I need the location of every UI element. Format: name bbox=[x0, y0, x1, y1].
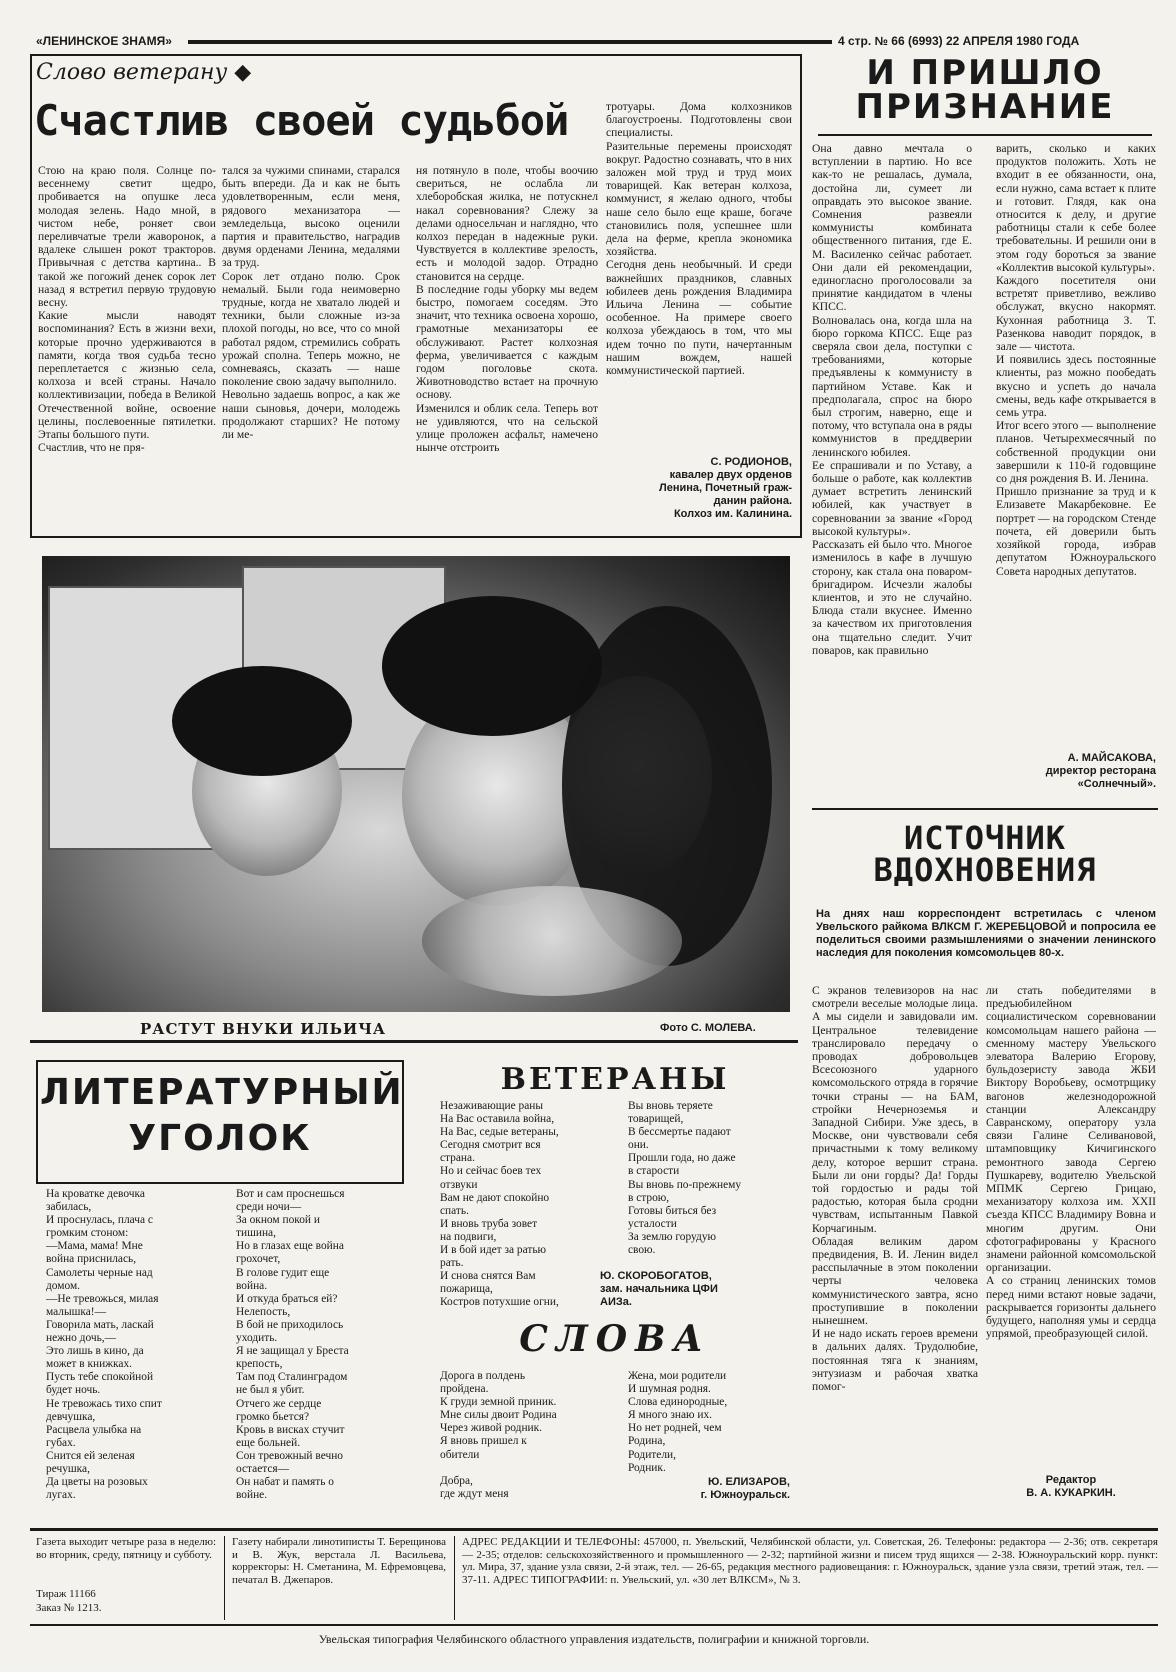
article-recognition-col1: Она давно мечтала о вступлении в партию. Но все как-то не решалась, думала, достойна ли, сумеет ли оправдать это высокое звание. Сомнения развеяли коммунисты комбината общественного питания, где Е. М. Василенко сейчас работает. Они дали ей рекомендации, единогласно проголосовали за принятие кандидатом в члены КПСС. Волновалась она, когда шла на бюро горкома КПСС. Еще раз сверяла свои дела, поступки с требованиями, которые предъявлены к коммунисту в партийном Уставе. Как и предполагала, спрос на бюро был строгим, наверно, еще и потому, что вступала она в ряды коммунистов в преддверии ленинского юбилея. Ее спрашивали и по Уставу, а больше о работе, как коллектив думает встретить ленинский юбилей, как участвует в соревновании за звание «Город высокой культуры». Рассказать ей было что. Многое изменилось в кафе в лучшую сторону, как стала она поваром-бригадиром. Исчезли жалобы клиентов, и это не случайно. Блюда стали вкуснее. Именно за качеством их приготовления она тщательно следит. Учит поваров, как правильно bbox=[812, 142, 972, 657]
lit-top-rule bbox=[30, 1040, 798, 1043]
article-inspiration-title: ИСТОЧНИК ВДОХНОВЕНИЯ bbox=[873, 819, 1097, 889]
paper-name: «ЛЕНИНСКОЕ ЗНАМЯ» bbox=[36, 34, 172, 48]
lit-poem-col1: На кроватке девочка забилась, И проснулась, плача с громким стоном: —Мама, мама! Мне война приснилась, Самолеты черные над домом. —Не тревожься, милая малышка!— Говорила мать, ласкай нежно дочь,— Это лишь в кино, да может в книжках. Пусть тебе спокойной будет ночь. Не тревожась тихо спит девчушка, Расцвела улыбка на губах. Снится ей зеленая речушка, Да цветы на розовых лугах. bbox=[46, 1188, 162, 1502]
slova-col1: Дорога в полдень пройдена. К груди земной приник. Мне силы двоит Родина Через живой родник. Я вновь пришел к обители Добра, где ждут меня bbox=[440, 1370, 557, 1500]
footer-divider-1 bbox=[224, 1536, 225, 1620]
footer-address: АДРЕС РЕДАКЦИИ И ТЕЛЕФОНЫ: 457000, п. Увельский, Челябинской области, ул. Советская, 26. Телефоны: редактора — 2-36; отв. секретаря — 2-35; отделов: сельскохозяйственного и промышленного — 2-32; партийной жизни и писем труд ящихся — 2-38. Южноуральский корр. пункт: ул. Мира, 37, здание узла связи, 2-й этаж, тел. — 26-65, редакция местного радиовещания: г. Южноуральск, здание узла связи, третий этаж, тел. — 37-11. АДРЕС ТИПОГРАФИИ: п. Увельский, ул. «30 лет ВЛКСМ», № 3. bbox=[462, 1536, 1158, 1586]
masthead-rule bbox=[188, 40, 832, 44]
photo-hands bbox=[422, 886, 682, 996]
footer-typesetters: Газету набирали линотиписты Т. Берещинова и В. Жук, верстала Л. Васильева, корректоры: Н. Сметанина, М. Ефремовцева, печатал В. Джепаров. bbox=[232, 1536, 446, 1586]
article-inspiration-col2: ли стать победителями в предъюбилейном социалистическом соревновании комсомольцам нашего района — сменному мастеру Увельского элеватора Валерию Егорову, бульдозеристу завода ЖБИ Виктору Воробьеву, осмотрщику вагонов железнодорожной станции Александру Савранскому, оператору узла связи Галине Селивановой, штамповщику Кичигинского ремонтного завода Сергею Пушкареву, водителю Увельской МПМК Сергею Грицаю, механизатору колхоза им. XXII съезда КПСС Владимиру Вовна и многим другим. Они сфотографированы у Красного знамени районной комсомольской организации. А со страниц ленинских томов перед ними встают новые задачи, раскрывается горизонты дальнего будущего, наполняя умы и сердца упрямой, преобразующей силой. bbox=[986, 984, 1156, 1341]
article-veteran-col4: тротуары. Дома колхозников благоустроены. Подготовлены свои специалисты. Разительные перемены происходят вокруг. Радостно сознавать, что в них заложен мой труд и труд моих товарищей. Как ветеран колхоза, коммунист, я желаю одного, чтобы наше село было еще краше, богаче становились поля, успешнее шли дела на ферме, крепла экономика хозяйства. Сегодня день необычный. И среди важнейших праздников, славных юбилеев день рождения Владимира Ильича Ленина — событие особенное. На примере своего колхоза убеждаюсь в том, что мы идем точно по пути, начертанным нашим вождем, нашей коммунистической партией. bbox=[606, 100, 792, 378]
article-inspiration-col1: С экранов телевизоров на нас смотрели веселые молодые лица. А мы сидели и завидовали им. Центральное телевидение транслировало передачу о проводах добровольцев Всесоюзного ударного комсомольского отряда в горячие точки страны — на БАМ, стройки Нечерноземья и Западной Сибири. Уже здесь, в Москве, они чувствовали себя причастными к тому великому делу, которое вершит страна. Были ли они горды? Да! Горды той гордостью и рады той радостью, которая была сродни чувствам, испытанным Павкой Корчагиным. Обладая великим даром предвидения, В. И. Ленин видел расспылачные в этом поколении черты человека коммунистического завтра, ясно проступившие в поколении нынешнем. И не надо искать героев времени в дальних далях. Трудолюбие, постоянная тяга к знаниям, энтузиазм и рабочая хватка помог- bbox=[812, 984, 978, 1394]
veterans-col2: Вы вновь теряете товарищей, В бессмертье падают они. Прошли года, но даже в старости Вы вновь по-прежнему в строю, Готовы биться без усталости За землю горудую свою. bbox=[628, 1100, 742, 1257]
article-recognition-signature: А. МАЙСАКОВА, директор ресторана «Солнечный». bbox=[1045, 752, 1156, 790]
veterans-title: ВЕТЕРАНЫ bbox=[500, 1062, 730, 1097]
photo-credit: Фото С. МОЛЕВА. bbox=[660, 1022, 756, 1034]
footer-order: Заказ № 1213. bbox=[36, 1602, 102, 1614]
photo-children bbox=[42, 556, 790, 1012]
veterans-signature: Ю. СКОРОБОГАТОВ, зам. начальника ЦФИ АИЗа. bbox=[600, 1270, 718, 1308]
article-veteran-col1: Стою на краю поля. Солнце по-весеннему светит щедро, пробивается на опушке леса молодая зелень. Надо мной, в чистом небе, роняет свои переливчатые трели жаворонок, а вдалеке слышен рокот тракторов. Привычная с детства картина.. В такой же погожий денек сорок лет назад я встретил первую трудовую весну. Какие мысли наводят воспоминания? Есть в жизни вехи, которые прочно удерживаются в памяти, когда твоя судьба тесно переплетается с жизнью села, колхоза и всей страны. Начало коллективизации, победа в Великой Отечественной войне, освоение целины, послевоенные пятилетки. Этапы большого пути. Счастлив, что не пря- bbox=[38, 164, 216, 455]
footer-rule bbox=[30, 1528, 1158, 1531]
article-veteran-col3: ня потянуло в поле, чтобы воочию свериться, не ослабла ли хлеборобская жилка, не потускнел накал соревнования? Слежу за делами односельчан и наглядно, что колхоз передан в надежные руки. Чувствуется в коллективе зрелость, есть и молодой задор. Отрадно становится на сердце. В последние годы уборку мы ведем быстро, помогаем соседям. Это значит, что техника освоена хорошо, грамотные механизаторы ее обслуживают. Растет колхозная ферма, увеличивается с каждым годом поголовье скота. Животноводство встает на прочную основу. Изменился и облик села. Теперь вот не удивляются, что на сельской улице проложен асфальт, намечено нынче отстроить bbox=[416, 164, 598, 455]
article-inspiration-editor: Редактор В. А. КУКАРКИН. bbox=[1026, 1474, 1116, 1499]
article-veteran-col2: тался за чужими спинами, старался быть впереди. Да и как не быть удовлетворенным, если меня, рядового механизатора — земледельца, высоко оценили партия и правительство, наградив двумя орденами Ленина, медалями за труд. Сорок лет отдано полю. Срок немалый. Были года неимоверно трудные, когда не хватало людей и техники, были сложные из-за плохой погоды, но все, что со мной работал рядом, стремились собрать урожай сполна. Теперь можно, не сомневаясь, сказать — наше поколение свою задачу выполнило. Невольно задаешь вопрос, а как же наши сыновья, дочери, молодежь продолжают старших? Не потому ли ме- bbox=[222, 164, 400, 442]
article-recognition-rule bbox=[818, 134, 1152, 136]
footer-frequency: Газета выходит четыре раза в неделю: во вторник, среду, пятницу и субботу. bbox=[36, 1536, 216, 1561]
article-recognition-col2: варить, сколько и каких продуктов положить. Хоть не входит в ее обязанности, она, если нужно, сама встает к плите и готовит. Глядя, как она относится к делу, и другие работницы стали к себе более требовательны. И решили они в этом году бороться за звание «Коллектив высокой культуры». Каждого посетителя они встретят приветливо, вежливо обслужат, вкусно накормят. Кухонная работница З. Т. Разенкова наводит порядок, в зале — чистота. И появились здесь постоянные клиенты, раз можно пообедать вкусно и успеть до начала смены, ведь кафе открывается в семь утра. Итог всего этого — выполнение планов. Четырехмесячный по собственной продукции они завершили к 110-й годовщине со дня рождения В. И. Ленина. Пришло признание за труд и к Елизавете Макарбековне. Ее портрет — на городском Стенде почета, ей доверили быть хозяйкой города, избрав депутатом Южноуральского Совета народных депутатов. bbox=[996, 142, 1156, 578]
lit-poem-col2: Вот и сам проснешься среди ночи— За окном покой и тишина, Но в глазах еще война грохочет, В голове гудит еще война. И откуда браться ей? Нелепость, В бой не приходилось уходить. Я не защищал у Бреста крепость, Там под Сталинградом не был я убит. Отчего же сердце громко бьется? Кровь в висках стучит еще больней. Сон тревожный вечно остается— Он набат и память о войне. bbox=[236, 1188, 349, 1502]
slova-col2: Жена, мои родители И шумная родня. Слова единородные, Я много знаю их. Но нет родней, чем Родина, Родители, Родник. bbox=[628, 1370, 728, 1474]
photo-child-hair-left bbox=[172, 666, 352, 776]
footer-printer: Увельская типография Челябинского областного управления издательств, полиграфии и книжной торговли. bbox=[318, 1632, 870, 1646]
article-inspiration-lead: На днях наш корреспондент встретилась с членом Увельского райкома ВЛКСМ Г. ЖЕРЕБЦОВОЙ и попросила ее поделиться своими размышлениями о значении ленинского наследия для поколения комсомольцев 80-х. bbox=[816, 908, 1156, 959]
footer-print-run: Тираж 11166 bbox=[36, 1588, 96, 1600]
issue-info: 4 стр. № 66 (6993) 22 АПРЕЛЯ 1980 ГОДА bbox=[838, 34, 1080, 48]
photo-child-hair-center bbox=[382, 596, 602, 736]
article-veteran-rubric: Слово ветерану ◆ bbox=[36, 60, 252, 85]
right-divider bbox=[812, 808, 1158, 810]
article-recognition-title: И ПРИШЛО ПРИЗНАНИЕ bbox=[855, 53, 1115, 127]
article-veteran-title: Счастлив своей судьбой bbox=[34, 96, 569, 145]
article-veteran-signature: С. РОДИОНОВ, кавалер двух орденов Ленина, Почетный граж- данин района. Колхоз им. Калинина. bbox=[659, 456, 792, 520]
slova-signature: Ю. ЕЛИЗАРОВ, г. Южноуральск. bbox=[700, 1476, 790, 1501]
slova-title: СЛОВА bbox=[519, 1318, 711, 1360]
footer-bottom-rule bbox=[30, 1624, 1158, 1626]
veterans-col1: Незаживающие раны На Вас оставила война, На Вас, седые ветераны, Сегодня смотрит вся страна. Но и сейчас боев тех отзвуки Вам не дают спокойно спать. И вновь труба зовет на подвиги, И в бой идет за ратью рать. И снова снятся Вам пожарища, Костров потухшие огни, bbox=[440, 1100, 559, 1309]
footer-divider-2 bbox=[454, 1536, 455, 1620]
lit-corner-title: ЛИТЕРАТУРНЫЙ УГОЛОК bbox=[40, 1072, 404, 1159]
photo-caption: РАСТУТ ВНУКИ ИЛЬИЧА bbox=[140, 1020, 387, 1038]
